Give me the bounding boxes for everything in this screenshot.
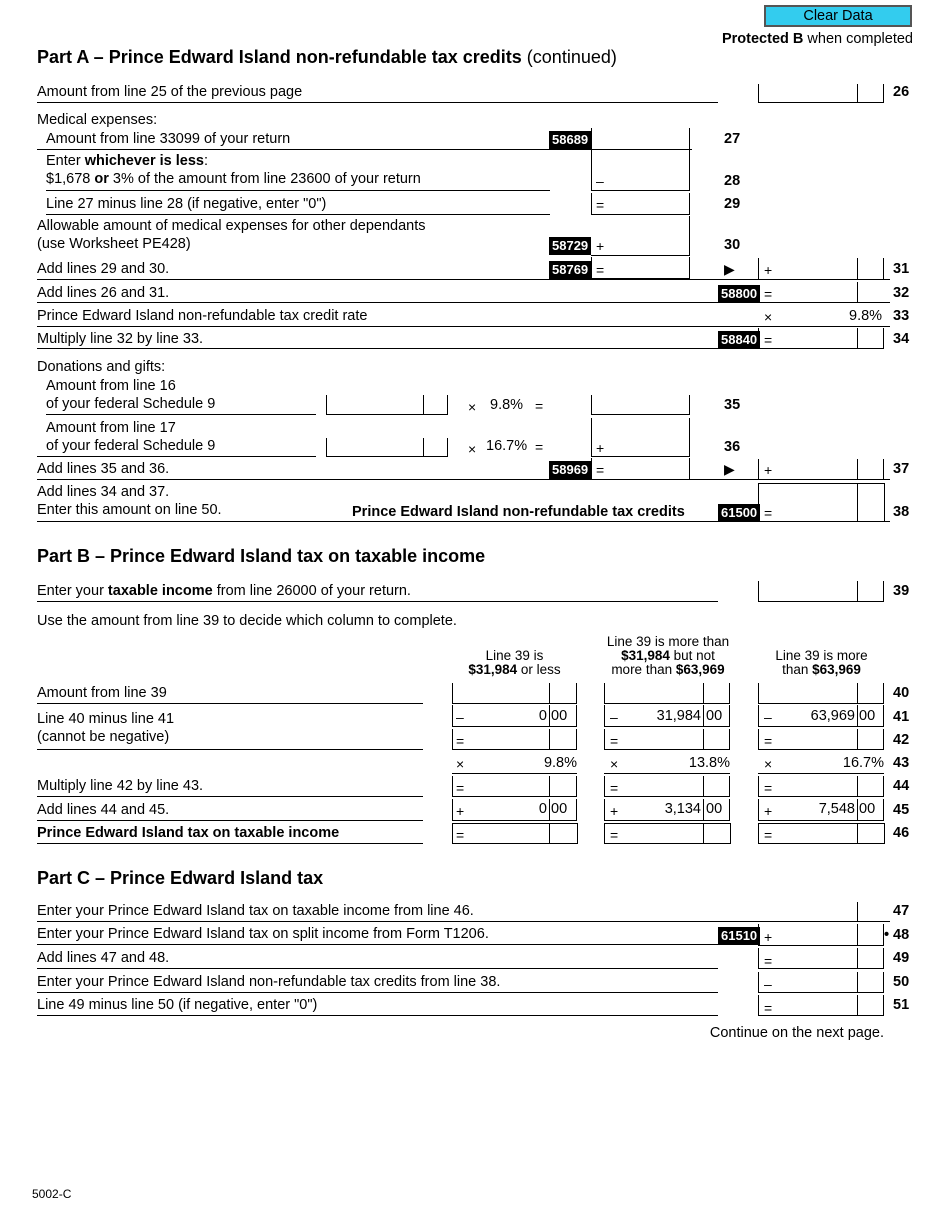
line-38-code: 61500 bbox=[718, 504, 760, 522]
column-instruction: Use the amount from line 39 to decide which column to complete. bbox=[37, 613, 457, 629]
line-45-col2-value: 3,134 bbox=[664, 801, 701, 817]
line-29-equals: = bbox=[596, 197, 605, 213]
line-40-col2-input[interactable] bbox=[604, 683, 730, 704]
line-38-label-1: Add lines 34 and 37. bbox=[37, 484, 170, 500]
line-45-col2-plus: + bbox=[610, 803, 619, 819]
line-33-multiply: × bbox=[764, 309, 773, 325]
line-30-code: 58729 bbox=[549, 237, 591, 255]
line-39-input[interactable] bbox=[758, 581, 884, 602]
line-39-label: Enter your taxable income from line 26000 of your return. bbox=[37, 583, 411, 599]
line-42-col2-input[interactable] bbox=[604, 729, 730, 750]
line-41-col2-value: 31,984 bbox=[656, 708, 701, 724]
line-50-minus: – bbox=[764, 976, 772, 992]
line-30-label-1: Allowable amount of medical expenses for other dependants bbox=[37, 218, 426, 234]
line-40-col1-input[interactable] bbox=[452, 683, 577, 704]
line-45-col2-box bbox=[604, 799, 730, 821]
line-33-label: Prince Edward Island non-refundable tax credit rate bbox=[37, 308, 368, 324]
line-41-col3-minus: – bbox=[764, 709, 772, 725]
line-35-label-2: of your federal Schedule 9 bbox=[46, 396, 216, 412]
line-37-code: 58969 bbox=[549, 461, 591, 479]
line-35-amount-input[interactable] bbox=[326, 395, 448, 415]
line-43-col2-rate: 13.8% bbox=[688, 755, 730, 771]
line-30-label-2: (use Worksheet PE428) bbox=[37, 236, 191, 252]
protected-b-label: Protected B when completed bbox=[721, 31, 913, 47]
line-31-input[interactable] bbox=[758, 258, 884, 280]
line-44-number: 44 bbox=[893, 778, 910, 794]
line-42-col3-equals: = bbox=[764, 733, 773, 749]
line-36-multiply: × bbox=[468, 441, 477, 457]
line-42-number: 42 bbox=[893, 732, 910, 748]
line-44-col1-equals: = bbox=[456, 780, 465, 796]
line-48-number: 48 bbox=[893, 927, 910, 943]
part-c-title: Part C – Prince Edward Island tax bbox=[37, 868, 324, 888]
line-31-label: Add lines 29 and 30. bbox=[37, 261, 170, 277]
line-41-col2-box bbox=[604, 705, 730, 727]
column-3-header-1: Line 39 is more bbox=[775, 648, 868, 663]
line-44-col2-input[interactable] bbox=[604, 776, 730, 797]
line-43-col3-multiply: × bbox=[764, 756, 773, 772]
line-43-col3-rate: 16.7% bbox=[842, 755, 884, 771]
line-32-number: 32 bbox=[893, 285, 910, 301]
line-38-input[interactable] bbox=[758, 483, 885, 522]
line-44-col3-input[interactable] bbox=[758, 776, 884, 797]
part-b-title: Part B – Prince Edward Island tax on taxable income bbox=[37, 546, 486, 566]
line-28-input[interactable] bbox=[591, 150, 690, 191]
line-35-multiply: × bbox=[468, 399, 477, 415]
part-a-title: Part A – Prince Edward Island non-refundable tax credits (continued) bbox=[37, 47, 617, 67]
line-46-col2-equals: = bbox=[610, 827, 619, 843]
line-41-col2-cents: 00 bbox=[706, 708, 723, 724]
line-48-code: 61510 bbox=[718, 927, 760, 945]
line-37-subtotal[interactable] bbox=[591, 458, 690, 480]
line-45-col2-cents: 00 bbox=[706, 801, 723, 817]
line-28-number: 28 bbox=[724, 173, 741, 189]
line-30-number: 30 bbox=[724, 237, 741, 253]
line-38-number: 38 bbox=[893, 504, 910, 520]
line-45-col1-box bbox=[452, 799, 577, 821]
line-35-input[interactable] bbox=[591, 395, 690, 415]
line-31-code: 58769 bbox=[549, 261, 591, 279]
line-45-col3-value: 7,548 bbox=[818, 801, 855, 817]
line-27-input[interactable] bbox=[591, 128, 690, 150]
line-36-number: 36 bbox=[724, 439, 741, 455]
line-41-col1-cents: 00 bbox=[551, 708, 568, 724]
line-31-subtotal[interactable] bbox=[591, 257, 690, 279]
line-46-col3-equals: = bbox=[764, 827, 773, 843]
donations-label: Donations and gifts: bbox=[37, 359, 166, 375]
line-29-number: 29 bbox=[724, 196, 741, 212]
form-id: 5002-C bbox=[32, 1187, 72, 1201]
line-28-label-1: Enter whichever is less: bbox=[46, 153, 209, 169]
continue-note: Continue on the next page. bbox=[709, 1025, 884, 1041]
line-26-label: Amount from line 25 of the previous page bbox=[37, 84, 303, 100]
line-36-equals: = bbox=[535, 439, 544, 455]
line-39-number: 39 bbox=[893, 583, 910, 599]
line-37-number: 37 bbox=[893, 461, 910, 477]
line-36-amount-input[interactable] bbox=[326, 438, 448, 457]
line-46-label: Prince Edward Island tax on taxable income bbox=[37, 825, 340, 841]
line-28-minus: – bbox=[596, 173, 604, 189]
line-36-label-1: Amount from line 17 bbox=[46, 420, 176, 436]
line-46-number: 46 bbox=[893, 825, 910, 841]
line-46-col3-input[interactable] bbox=[758, 823, 885, 844]
line-31-equals: = bbox=[596, 262, 605, 278]
line-42-col3-input[interactable] bbox=[758, 729, 884, 750]
line-31-arrow: ▶ bbox=[724, 261, 735, 277]
line-51-label: Line 49 minus line 50 (if negative, enter "0") bbox=[37, 997, 318, 1013]
line-45-col1-cents: 00 bbox=[551, 801, 568, 817]
line-44-col2-equals: = bbox=[610, 780, 619, 796]
line-35-number: 35 bbox=[724, 397, 741, 413]
line-41-col1-box bbox=[452, 705, 577, 727]
line-45-label: Add lines 44 and 45. bbox=[37, 802, 170, 818]
medical-expenses-label: Medical expenses: bbox=[37, 112, 158, 128]
line-41-col2-minus: – bbox=[610, 709, 618, 725]
line-36-plus: + bbox=[596, 440, 605, 456]
line-45-number: 45 bbox=[893, 802, 910, 818]
line-27-label: Amount from line 33099 of your return bbox=[46, 131, 291, 147]
line-47-label: Enter your Prince Edward Island tax on taxable income from line 46. bbox=[37, 903, 474, 919]
line-37-input[interactable] bbox=[758, 459, 884, 480]
line-37-plus: + bbox=[764, 462, 773, 478]
line-45-col1-value: 0 bbox=[538, 801, 547, 817]
line-41-col3-box bbox=[758, 705, 884, 727]
line-50-number: 50 bbox=[893, 974, 910, 990]
line-47-input[interactable] bbox=[758, 902, 884, 922]
line-28-label-2: $1,678 or 3% of the amount from line 23600 of your return bbox=[46, 171, 421, 187]
line-40-col3-input[interactable] bbox=[758, 683, 884, 704]
line-46-col1-equals: = bbox=[456, 827, 465, 843]
line-51-equals: = bbox=[764, 1000, 773, 1016]
line-40-label: Amount from line 39 bbox=[37, 685, 167, 701]
line-26-number: 26 bbox=[893, 84, 910, 100]
line-37-arrow: ▶ bbox=[724, 461, 735, 477]
column-1-header-1: Line 39 is bbox=[485, 648, 544, 663]
line-48-plus: + bbox=[764, 929, 773, 945]
line-34-equals: = bbox=[764, 332, 773, 348]
line-38-label-2: Enter this amount on line 50. bbox=[37, 502, 222, 518]
line-43-col1-rate: 9.8% bbox=[543, 755, 577, 771]
line-41-col1-value: 0 bbox=[538, 708, 547, 724]
line-41-label-1: Line 40 minus line 41 bbox=[37, 711, 175, 727]
line-32-label: Add lines 26 and 31. bbox=[37, 285, 170, 301]
column-2-header-2: more than $63,969 bbox=[611, 662, 725, 677]
line-41-col3-value: 63,969 bbox=[810, 708, 855, 724]
line-32-equals: = bbox=[764, 286, 773, 302]
line-49-label: Add lines 47 and 48. bbox=[37, 950, 170, 966]
column-2-header-0: Line 39 is more than bbox=[606, 634, 730, 649]
line-29-input[interactable] bbox=[591, 193, 690, 215]
line-40-number: 40 bbox=[893, 685, 910, 701]
line-47-number: 47 bbox=[893, 903, 910, 919]
line-50-label: Enter your Prince Edward Island non-refundable tax credits from line 38. bbox=[37, 974, 501, 990]
line-35-equals: = bbox=[535, 398, 544, 414]
line-36-input[interactable] bbox=[591, 418, 690, 457]
line-38-equals: = bbox=[764, 505, 773, 521]
line-45-col1-plus: + bbox=[456, 803, 465, 819]
line-41-col1-minus: – bbox=[456, 709, 464, 725]
line-27-number: 27 bbox=[724, 131, 741, 147]
line-34-input[interactable] bbox=[758, 328, 884, 349]
line-30-plus: + bbox=[596, 238, 605, 254]
line-32-code: 58800 bbox=[718, 285, 760, 303]
line-49-number: 49 bbox=[893, 950, 910, 966]
line-45-col3-cents: 00 bbox=[859, 801, 876, 817]
column-3-header-2: than $63,969 bbox=[782, 662, 861, 677]
line-48-label: Enter your Prince Edward Island tax on split income from Form T1206. bbox=[37, 926, 489, 942]
line-43-col2-multiply: × bbox=[610, 756, 619, 772]
line-33-number: 33 bbox=[893, 308, 910, 324]
line-44-label: Multiply line 42 by line 43. bbox=[37, 778, 204, 794]
line-41-col3-cents: 00 bbox=[859, 708, 876, 724]
line-31-plus: + bbox=[764, 262, 773, 278]
line-51-number: 51 bbox=[893, 997, 910, 1013]
line-44-col3-equals: = bbox=[764, 780, 773, 796]
line-35-label-1: Amount from line 16 bbox=[46, 378, 176, 394]
line-43-number: 43 bbox=[893, 755, 910, 771]
line-36-label-2: of your federal Schedule 9 bbox=[46, 438, 216, 454]
line-33-rate: 9.8% bbox=[849, 308, 883, 324]
line-35-rate: 9.8% bbox=[490, 397, 524, 413]
line-50-input[interactable] bbox=[758, 972, 884, 993]
line-37-label: Add lines 35 and 36. bbox=[37, 461, 170, 477]
line-34-label: Multiply line 32 by line 33. bbox=[37, 331, 204, 347]
line-46-col1-input[interactable] bbox=[452, 823, 578, 844]
line-42-col2-equals: = bbox=[610, 733, 619, 749]
line-26-input[interactable] bbox=[758, 84, 884, 103]
line-42-col1-equals: = bbox=[456, 733, 465, 749]
line-48-bullet: • bbox=[884, 927, 890, 943]
line-34-number: 34 bbox=[893, 331, 910, 347]
line-49-input[interactable] bbox=[758, 948, 884, 969]
line-31-number: 31 bbox=[893, 261, 910, 277]
line-46-col2-input[interactable] bbox=[604, 823, 731, 844]
line-37-equals: = bbox=[596, 462, 605, 478]
line-43-col1-multiply: × bbox=[456, 756, 465, 772]
line-34-code: 58840 bbox=[718, 331, 760, 349]
line-29-label: Line 27 minus line 28 (if negative, enter "0") bbox=[46, 196, 327, 212]
line-49-equals: = bbox=[764, 953, 773, 969]
line-51-input[interactable] bbox=[758, 995, 884, 1016]
line-41-label-2: (cannot be negative) bbox=[37, 729, 170, 745]
line-45-col3-box bbox=[758, 799, 884, 821]
column-2-header-1: $31,984 but not bbox=[621, 648, 715, 663]
line-42-col1-input[interactable] bbox=[452, 729, 577, 750]
column-1-header-2: $31,984 or less bbox=[468, 662, 561, 677]
line-36-rate: 16.7% bbox=[486, 438, 528, 454]
line-27-code: 58689 bbox=[549, 131, 591, 149]
clear-data-button[interactable]: Clear Data bbox=[764, 5, 912, 27]
line-41-number: 41 bbox=[893, 709, 910, 725]
line-48-input[interactable] bbox=[758, 924, 884, 946]
line-45-col3-plus: + bbox=[764, 803, 773, 819]
line-32-input[interactable] bbox=[758, 282, 884, 303]
line-44-col1-input[interactable] bbox=[452, 776, 577, 797]
line-38-bold-label: Prince Edward Island non-refundable tax credits bbox=[352, 504, 685, 520]
